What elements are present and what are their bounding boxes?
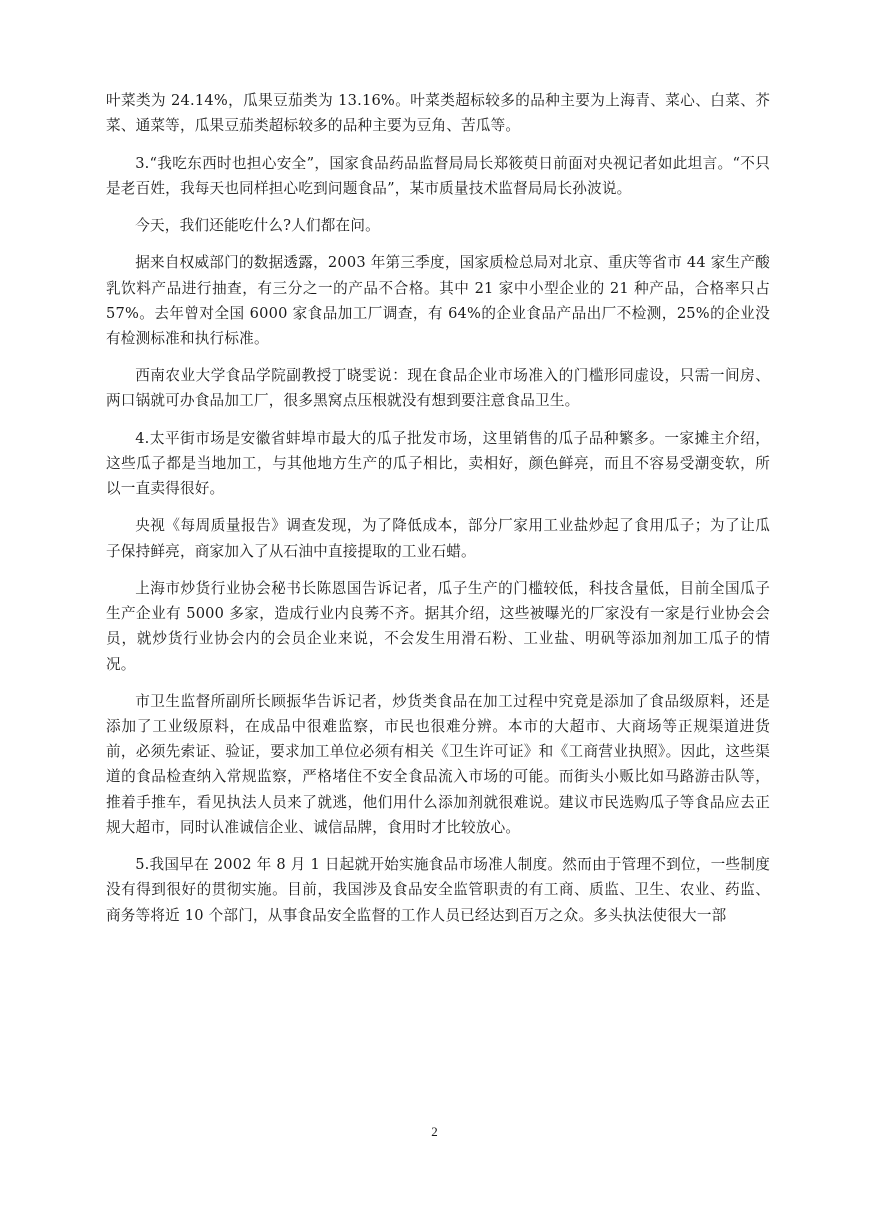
paragraph-yogurt-inspection: 据来自权威部门的数据透露，2003 年第三季度，国家质检总局对北京、重庆等省市 44 家生产酸乳饮料产品进行抽查，有三分之一的产品不合格。其中 21 家中小型企业的 21 种产品，合格率只占 57%。去年曾对全国 6000 家食品加工厂调查，有 64%的企业食品产品出厂不检测，25%的企业没有检测标准和执行标准。 xyxy=(106,254,770,347)
paragraph-item-3: 3.“我吃东西时也担心安全”，国家食品药品监督局局长郑筱萸日前面对央视记者如此坦言。“不只是老百姓，我每天也同样担心吃到问题食品”，某市质量技术监督局局长孙波说。 xyxy=(106,154,770,197)
paragraph-shanghai-association: 上海市炒货行业协会秘书长陈恩国告诉记者，瓜子生产的门槛较低，科技含量低，目前全国瓜子生产企业有 5000 多家，造成行业内良莠不齐。据其介绍，这些被曝光的厂家没有一家是行业协会会员，就炒货行业协会内的会员企业来说，不会发生用滑石粉、工业盐、明矾等添加剂加工瓜子的情况。 xyxy=(106,579,770,673)
document-body xyxy=(106,88,770,940)
paragraph-vegetable-pesticide-tail: 叶菜类为 24.14%，瓜果豆茄类为 13.16%。叶菜类超标较多的品种主要为上海青、菜心、白菜、芥菜、通菜等，瓜果豆茄类超标较多的品种主要为豆角、苦瓜等。 xyxy=(106,92,770,135)
paragraph-what-can-we-eat: 今天，我们还能吃什么?人们都在问。 xyxy=(135,217,380,234)
paragraph-item-5: 5.我国早在 2002 年 8 月 1 日起就开始实施食品市场准人制度。然而由于管理不到位，一些制度没有得到很好的贯彻实施。目前，我国涉及食品安全监管职责的有工商、质监、卫生、农业、药监、商务等将近 10 个部门，从事食品安全监督的工作人员已经达到百万之众。多头执法使很大一部 xyxy=(106,856,770,924)
paragraph-cctv-report: 央视《每周质量报告》调查发现，为了降低成本，部分厂家用工业盐炒起了食用瓜子；为了让瓜子保持鲜亮，商家加入了从石油中直接提取的工业石蜡。 xyxy=(106,517,770,560)
paragraph-item-4: 4.太平街市场是安徽省蚌埠市最大的瓜子批发市场，这里销售的瓜子品种繁多。一家摊主介绍，这些瓜子都是当地加工，与其他地方生产的瓜子相比，卖相好，颜色鲜亮，而且不容易受潮变软，所以一直卖得很好。 xyxy=(106,429,770,498)
page-number: 2 xyxy=(431,1124,438,1139)
paragraph-health-supervision: 市卫生监督所副所长顾振华告诉记者，炒货类食品在加工过程中究竟是添加了食品级原料，还是添加了工业级原料，在成品中很难监察，市民也很难分辨。本市的大超市、大商场等正规渠道进货前，必须先索证、验证，要求加工单位必须有相关《卫生许可证》和《工商营业执照》。因此，这些渠道的食品检查纳入常规监察，严格堵住不安全食品流入市场的可能。而街头小贩比如马路游击队等，推着手推车，看见执法人员来了就逃，他们用什么添加剂就很难说。建议市民选购瓜子等食品应去正规大超市，同时认准诚信企业、诚信品牌，食用时才比较放心。 xyxy=(106,692,770,836)
paragraph-market-threshold: 西南农业大学食品学院副教授丁晓雯说：现在食品企业市场准入的门槛形同虚设，只需一间房、两口锅就可办食品加工厂，很多黑窝点压根就没有想到要注意食品卫生。 xyxy=(106,367,770,410)
